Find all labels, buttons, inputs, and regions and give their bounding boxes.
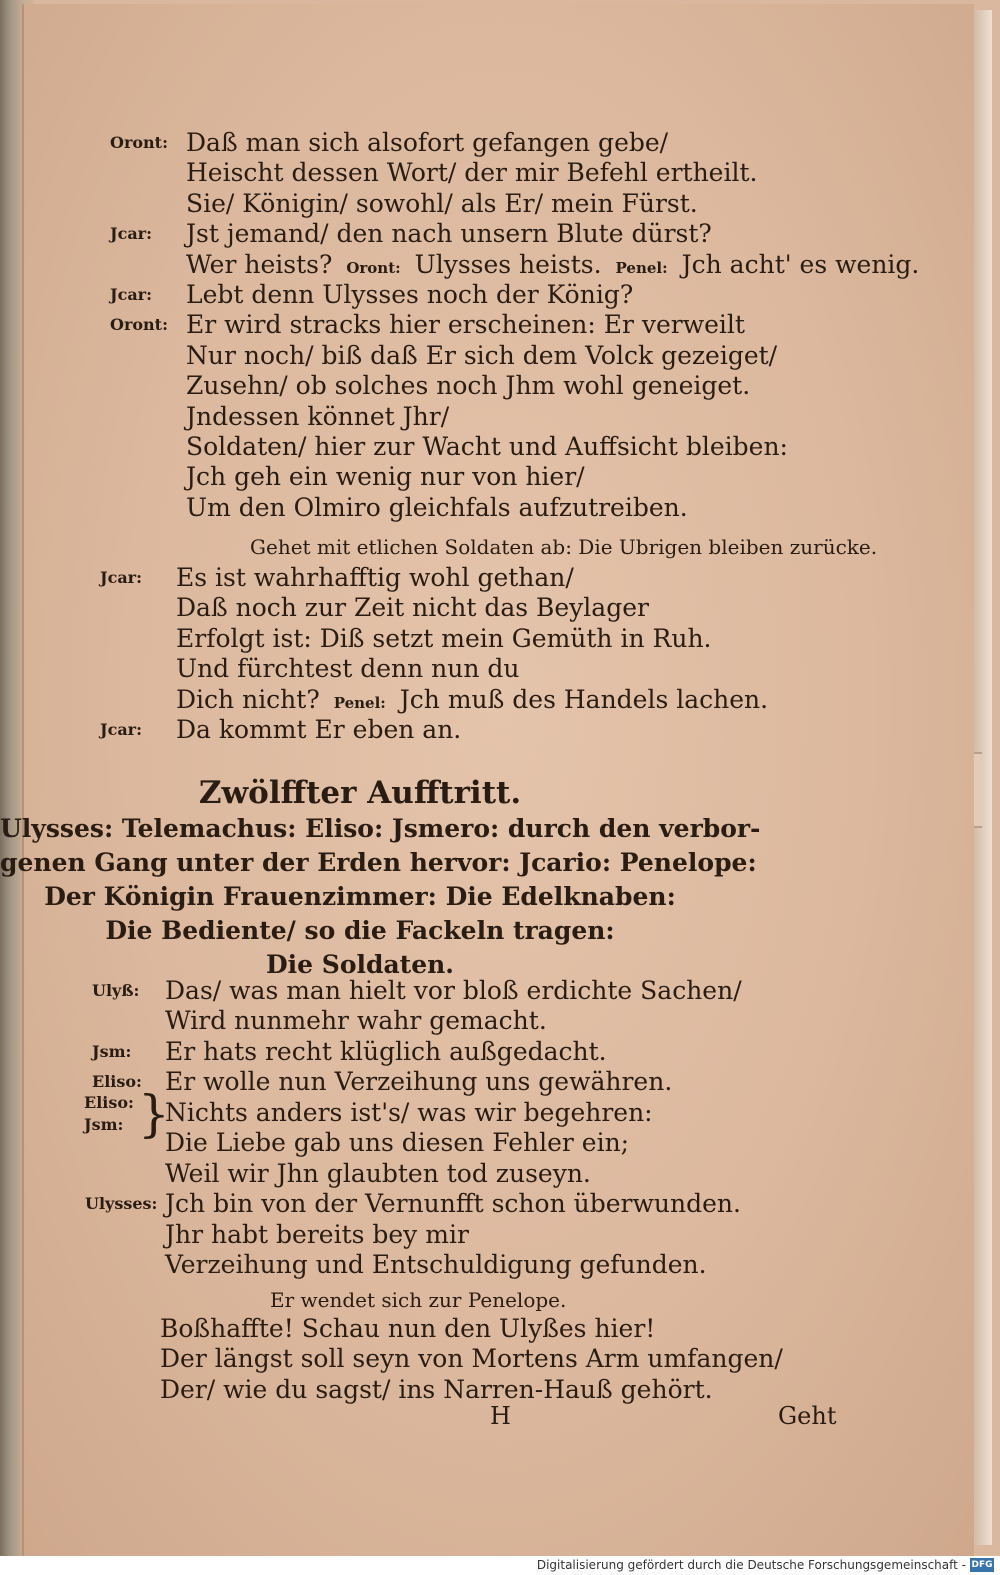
speaker-label: Oront: (110, 315, 168, 335)
dfg-logo: DFG (971, 1560, 993, 1570)
verse-line: Heischt dessen Wort/ der mir Befehl ertheilt. (186, 158, 758, 188)
verse-line: Jndessen könnet Jhr/ (186, 401, 450, 431)
verse-segment: Dich nicht? (176, 684, 320, 714)
speaker-label: Jcar: (100, 720, 143, 739)
scene-title: Zwölffter Aufftritt. (198, 775, 522, 811)
verse-line: Verzeihung und Entschuldigung gefunden. (165, 1250, 707, 1279)
verse-segment: Jch muß des Handels lachen. (399, 684, 769, 714)
scene-cast-line: Ulysses: Telemachus: Eliso: Jsmero: durch den verbor- (0, 814, 761, 843)
speaker-label: Jcar: (110, 285, 153, 304)
stage-direction: Er wendet sich zur Penelope. (270, 1288, 567, 1312)
speaker-label: Eliso: (92, 1072, 142, 1092)
speaker-label: Jcar: (110, 224, 153, 244)
verse-line: Der/ wie du sagst/ ins Narren-Hauß gehört. (160, 1374, 713, 1404)
verse-line: Daß noch zur Zeit nicht das Beylager (176, 593, 649, 623)
verse-line: Weil wir Jhn glaubten tod zuseyn. (165, 1158, 591, 1188)
verse-line: Jhr habt bereits bey mir (165, 1219, 469, 1249)
verse-line: Jch geh ein wenig nur von hier/ (186, 462, 585, 492)
verse-line: Der längst soll seyn von Mortens Arm umfangen/ (160, 1344, 783, 1374)
verse-line (186, 250, 919, 283)
verse-segment: Jch acht' es wenig. (681, 249, 920, 279)
speaker-label: Jcar: (100, 568, 143, 587)
joint-speaker-label: Jsm: (84, 1115, 124, 1134)
verse-line: Zusehn/ ob solches noch Jhm wohl geneiget. (186, 371, 751, 401)
verse-line: Die Liebe gab uns diesen Fehler ein; (165, 1128, 630, 1158)
speaker-label: Oront: (110, 133, 168, 152)
verse-line: Er hats recht klüglich außgedacht. (165, 1036, 607, 1066)
verse-line: Er wird stracks hier erscheinen: Er verweilt (186, 310, 745, 340)
footer-credit: Digitalisierung gefördert durch die Deutsche Forschungsgemeinschaft - (536, 1558, 966, 1572)
verse-line: Jch bin von der Vernunfft schon überwunden. (165, 1189, 741, 1219)
verse-line: Daß man sich alsofort gefangen gebe/ (186, 128, 669, 157)
speaker-label: Ulyß: (92, 981, 140, 1000)
joint-speaker-label: Eliso: (84, 1093, 134, 1112)
verse-line: Erfolgt ist: Diß setzt mein Gemüth in Ruh. (176, 623, 712, 653)
signature-mark: H (490, 1402, 511, 1430)
verse-line: Da kommt Er eben an. (176, 715, 462, 744)
inline-speaker-label: Oront: (346, 258, 401, 277)
inline-speaker-label: Penel: (333, 693, 386, 712)
verse-line: Das/ was man hielt vor bloß erdichte Sachen/ (165, 976, 742, 1005)
verse-line: Es ist wahrhafftig wohl gethan/ (176, 563, 574, 592)
speaker-label: Ulysses: (85, 1194, 158, 1214)
speaker-label: Jsm: (92, 1041, 132, 1061)
verse-line (176, 685, 768, 718)
verse-line: Nichts anders ist's/ was wir begehren: (165, 1098, 653, 1127)
verse-line: Lebt denn Ulysses noch der König? (186, 280, 634, 309)
verse-line: Jst jemand/ den nach unsern Blute dürst? (186, 219, 712, 249)
verse-line: Und fürchtest denn nun du (176, 654, 520, 684)
verse-line: Soldaten/ hier zur Wacht und Auffsicht bleiben: (186, 432, 788, 461)
scene-cast-line: Der Königin Frauenzimmer: Die Edelknaben: (44, 882, 676, 911)
stage-direction: Gehet mit etlichen Soldaten ab: Die Ubrigen bleiben zurücke. (250, 535, 878, 559)
verse-line: Um den Olmiro gleichfals aufzutreiben. (186, 492, 688, 522)
verse-segment: Ulysses heists. (414, 249, 602, 279)
verse-line: Sie/ Königin/ sowohl/ als Er/ mein Fürst. (186, 188, 698, 218)
scene-cast-line: Die Bediente/ so die Fackeln tragen: (105, 916, 615, 945)
inline-speaker-label: Penel: (615, 258, 668, 277)
verse-line: Boßhaffte! Schau nun den Ulyßes hier! (160, 1314, 656, 1343)
verse-segment: Wer heists? (186, 249, 333, 279)
verse-line: Er wolle nun Verzeihung uns gewähren. (165, 1067, 673, 1097)
speaker-brace: } (138, 1085, 170, 1143)
catchword: Geht (778, 1402, 837, 1430)
verse-line: Nur noch/ biß daß Er sich dem Volck gezeiget/ (186, 340, 778, 370)
verse-line: Wird nunmehr wahr gemacht. (165, 1006, 547, 1036)
scene-cast-line: Die Soldaten. (265, 950, 455, 979)
scene-cast-line: genen Gang unter der Erden hervor: Jcario: Penelope: (0, 848, 757, 877)
